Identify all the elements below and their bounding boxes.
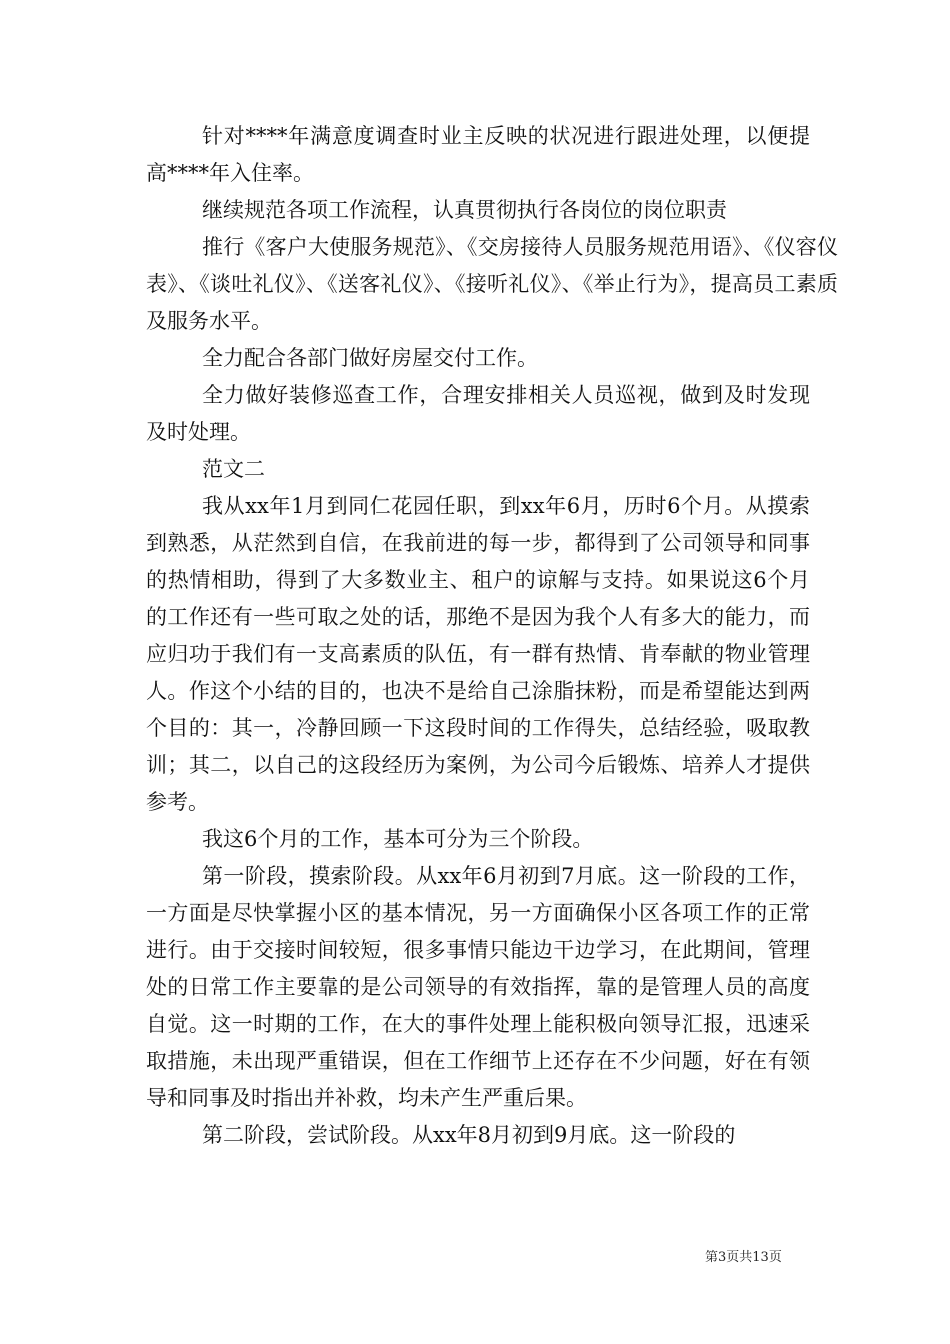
section-heading-sample-two: 范文二 (202, 457, 265, 481)
page-number: 第3页共13页 (705, 1250, 782, 1265)
paragraph-tenure-summary: 我从xx年1月到同仁花园任职，到xx年6月，历时6个月。从摸索到熟悉，从茫然到自信，在我前进的每一步，都得到了公司领导和同事的热情相助，得到了大多数业主、租户的谅解与支持。如果说这6个月的工作还有一些可取之处的话，那绝不是因为我个人有多大的能力，而应归功于我们有一支高素质的队伍，有一群有热情、肯奉献的物业管理人。作这个小结的目的，也决不是给自己涂脂抹粉，而是希望能达到两个目的：其一，冷静回顾一下这段时间的工作得失，总结经验，吸取教训；其二，以自己的这段经历为案例，为公司今后锻炼、培养人才提供参考。 (146, 494, 810, 814)
paragraph-service-standards: 推行《客户大使服务规范》、《交房接待人员服务规范用语》、《仪容仪表》、《谈吐礼仪》、《送客礼仪》、《接听礼仪》、《举止行为》，提高员工素质及服务水平。 (146, 235, 838, 333)
paragraph-renovation-patrol: 全力做好装修巡查工作，合理安排相关人员巡视，做到及时发现及时处理。 (146, 383, 810, 444)
paragraph-follow-up: 针对****年满意度调查时业主反映的状况进行跟进处理，以便提高****年入住率。 (146, 124, 810, 185)
paragraph-stage-one: 第一阶段，摸索阶段。从xx年6月初到7月底。这一阶段的工作，一方面是尽快掌握小区的基本情况，另一方面确保小区各项工作的正常进行。由于交接时间较短，很多事情只能边干边学习，在此期间，管理处的日常工作主要靠的是公司领导的有效指挥，靠的是管理人员的高度自觉。这一时期的工作，在大的事件处理上能积极向领导汇报，迅速采取措施，未出现严重错误，但在工作细节上还存在不少问题，好在有领导和同事及时指出并补救，均未产生严重后果。 (146, 864, 810, 1110)
paragraph-three-stages: 我这6个月的工作，基本可分为三个阶段。 (202, 827, 594, 851)
paragraph-house-delivery: 全力配合各部门做好房屋交付工作。 (202, 346, 538, 370)
paragraph-standardize-workflow: 继续规范各项工作流程，认真贯彻执行各岗位的岗位职责 (202, 198, 727, 222)
paragraph-stage-two: 第二阶段，尝试阶段。从xx年8月初到9月底。这一阶段的 (202, 1123, 736, 1147)
document-body (146, 118, 838, 1154)
